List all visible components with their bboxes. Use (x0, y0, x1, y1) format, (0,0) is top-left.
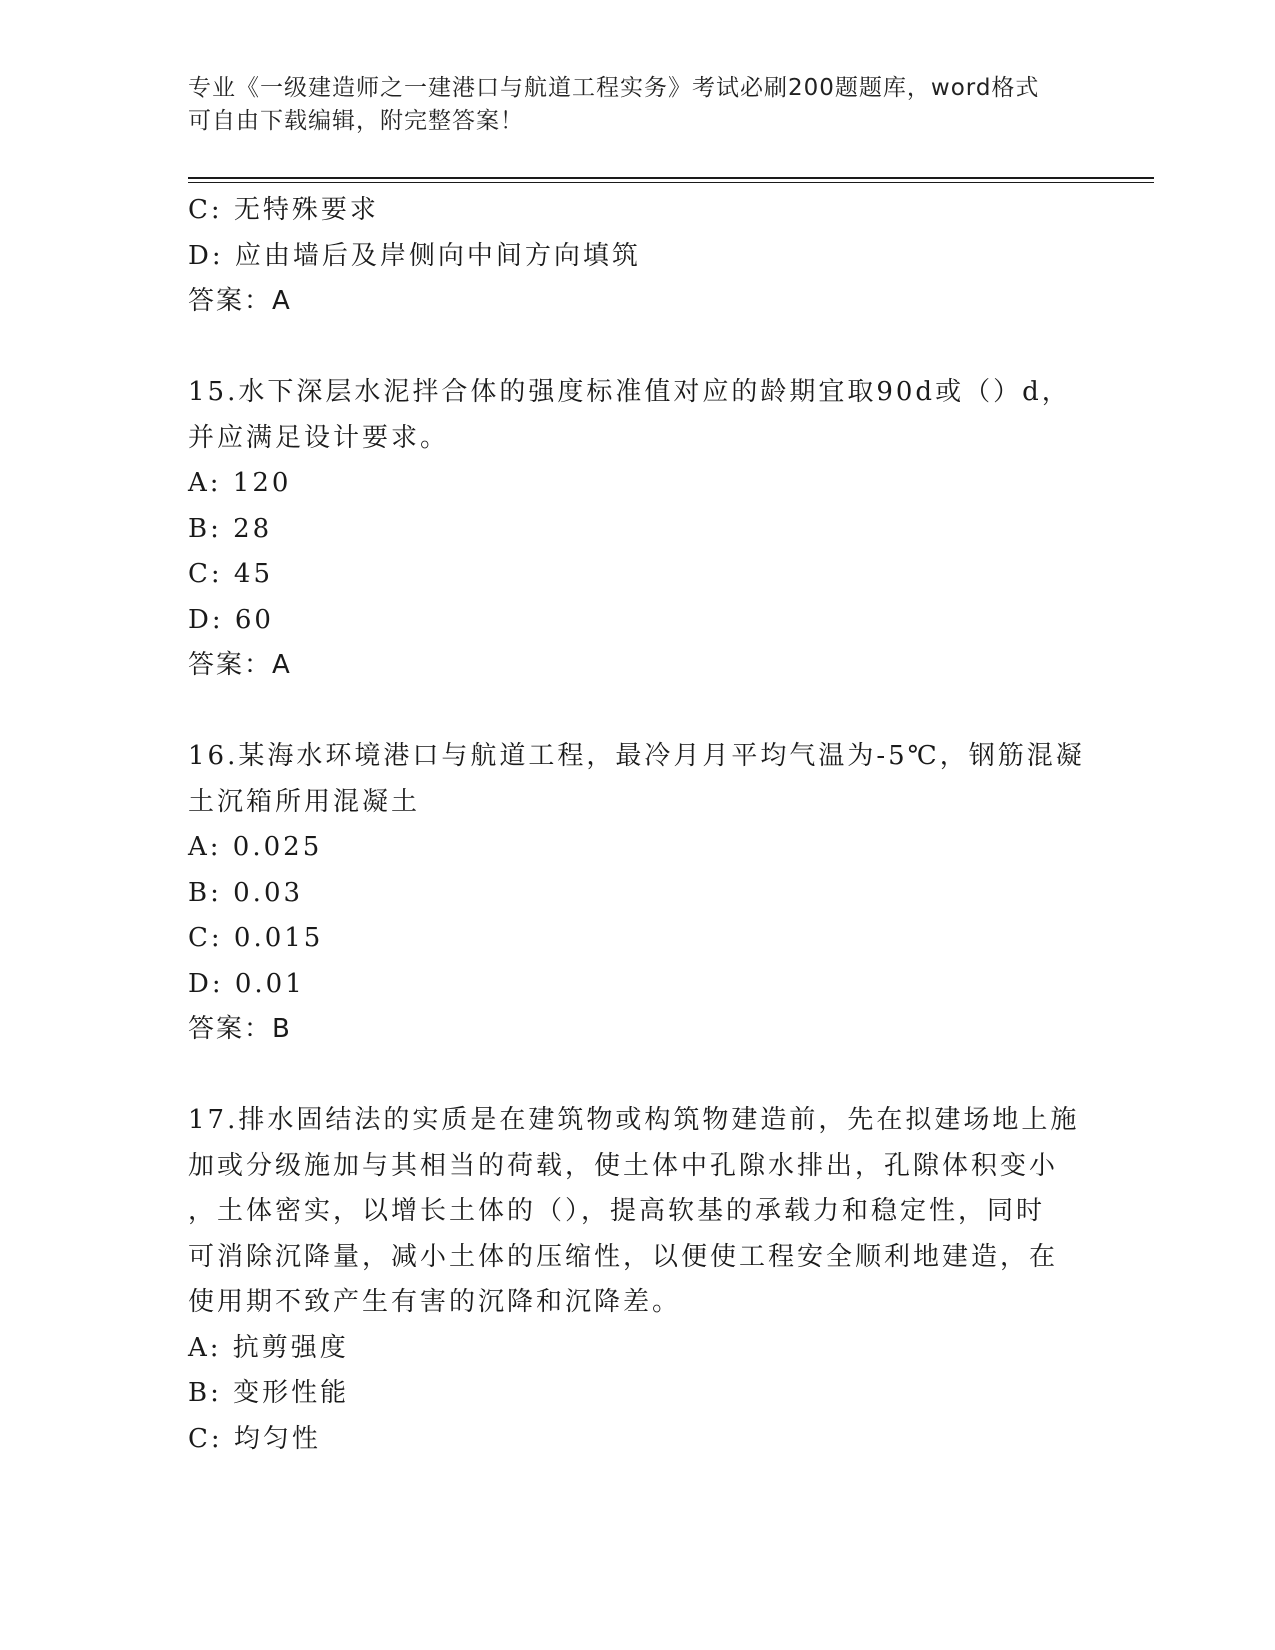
question-stem-line: 17.排水固结法的实质是在建筑物或构筑物建造前，先在拟建场地上施 (188, 1105, 1080, 1135)
header-divider-thin (188, 182, 1154, 183)
option-d: D: 应由墙后及岸侧向中间方向填筑 (188, 240, 641, 271)
spacer (188, 1053, 1088, 1099)
answer-line: 答案：B (188, 1014, 292, 1044)
question-stem-line: 并应满足设计要求。 (188, 422, 450, 453)
document-body (188, 188, 1088, 1462)
question-stem-line: 可消除沉降量，减小土体的压缩性，以便使工程安全顺利地建造，在 (188, 1241, 1059, 1272)
answer-line: 答案：A (188, 286, 292, 316)
question-15 (188, 370, 1078, 689)
option-d: D: 0.01 (188, 968, 305, 999)
question-stem-line: 土沉箱所用混凝土 (188, 786, 421, 817)
question-stem-line: 使用期不致产生有害的沉降和沉降差。 (188, 1287, 682, 1317)
question-stem-line: ，土体密实，以增长土体的（），提高软基的承载力和稳定性，同时 (188, 1196, 1046, 1226)
question-stem-line: 16.某海水环境港口与航道工程，最冷月月平均气温为-5℃，钢筋混凝 (188, 741, 1085, 771)
option-b: B: 0.03 (188, 877, 304, 908)
header-line-1: 专业《一级建造师之一建港口与航道工程实务》考试必刷200题题库，word格式 (188, 75, 1040, 101)
option-c: C: 45 (188, 559, 274, 589)
question-stem-line: 15.水下深层水泥拌合体的强度标准值对应的龄期宜取90d或（）d， (188, 377, 1071, 407)
option-a: A: 0.025 (188, 832, 323, 862)
question-16 (188, 734, 1085, 1053)
question-17 (188, 1098, 1078, 1462)
option-a: A: 120 (188, 468, 292, 498)
option-c: C: 无特殊要求 (188, 195, 379, 225)
spacer (188, 325, 1088, 371)
option-a: A: 抗剪强度 (188, 1332, 349, 1363)
option-b: B: 28 (188, 513, 273, 544)
option-c: C: 均匀性 (188, 1423, 321, 1454)
question-stem-line: 加或分级施加与其相当的荷载，使土体中孔隙水排出，孔隙体积变小 (188, 1150, 1059, 1181)
header-line-2: 可自由下载编辑，附完整答案！ (188, 108, 524, 134)
question-14-continued (188, 188, 1088, 325)
header-divider (188, 177, 1154, 179)
option-c: C: 0.015 (188, 923, 324, 953)
answer-line: 答案：A (188, 650, 292, 680)
spacer (188, 689, 1088, 735)
option-d: D: 60 (188, 604, 274, 635)
page-header (188, 72, 1068, 138)
option-b: B: 变形性能 (188, 1378, 350, 1408)
